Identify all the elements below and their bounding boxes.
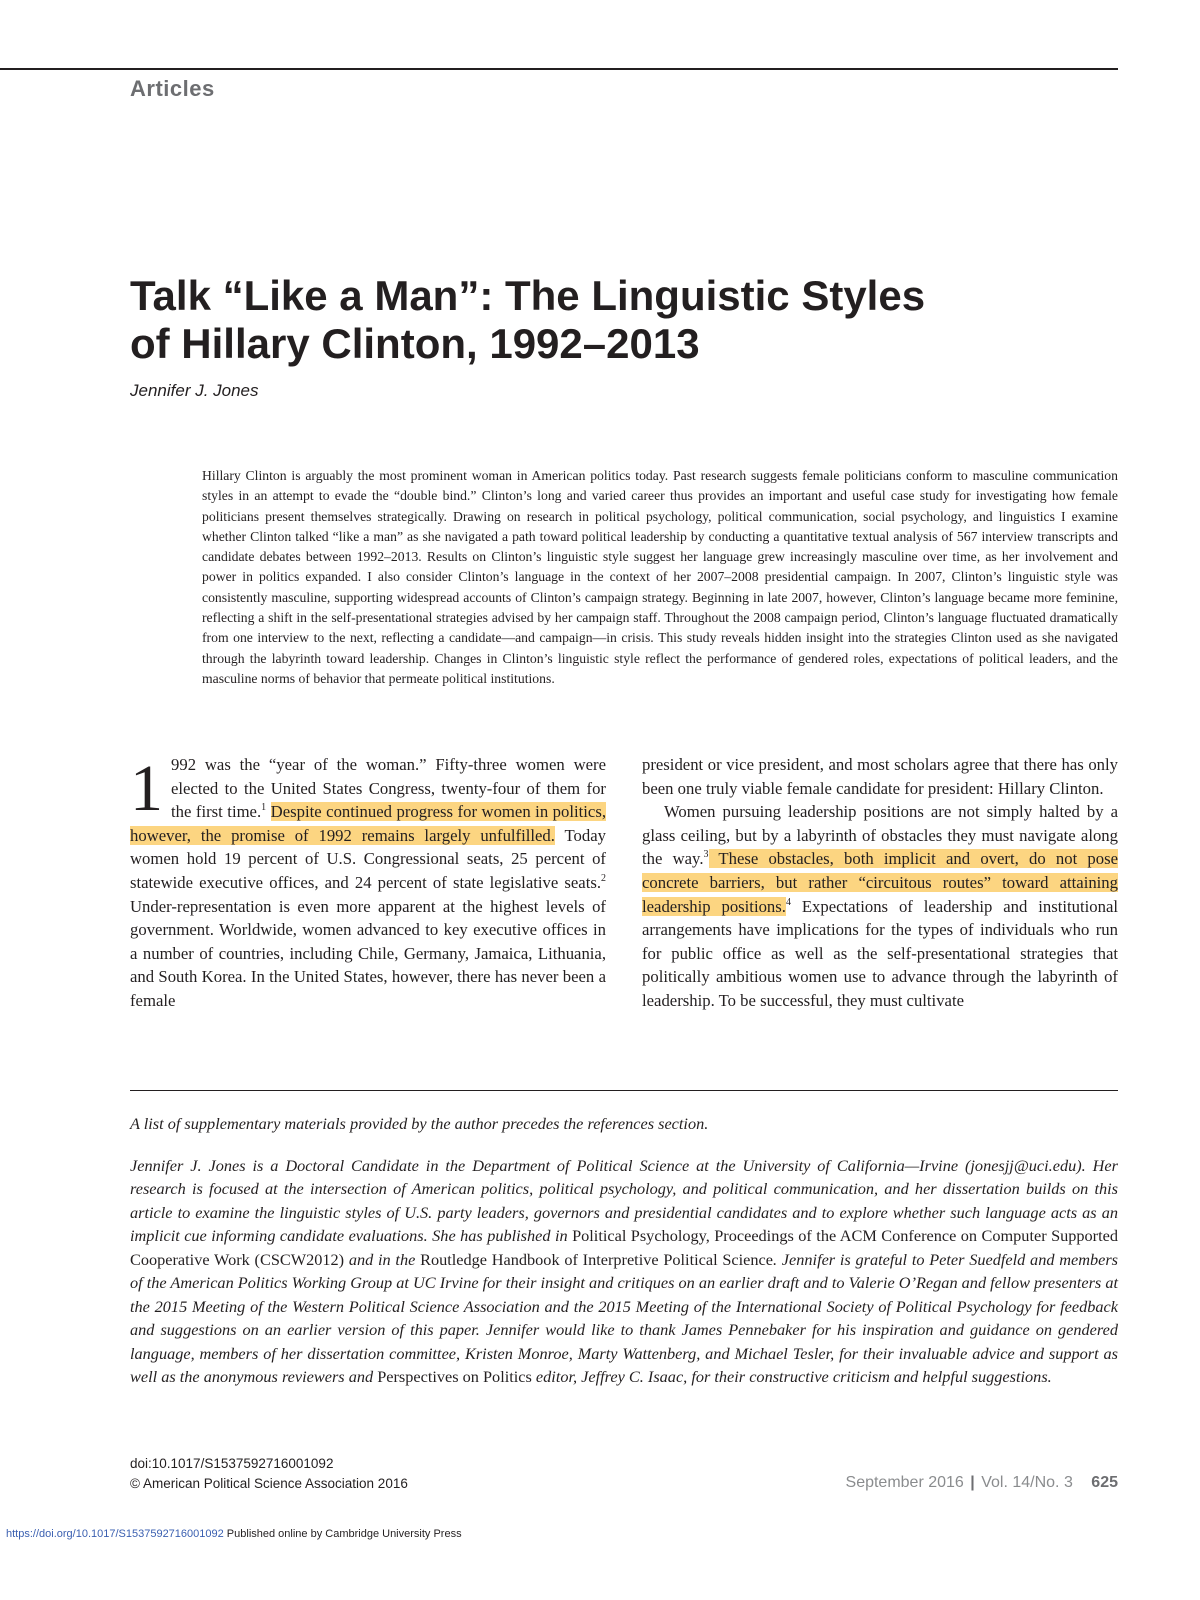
abstract: Hillary Clinton is arguably the most prominent woman in American politics today. Past research suggests female politicians conform to masculine communication styles in an attempt to evade the “double bind.” Clinton’s long and varied career thus provides an important and useful case study for investigating how female politicians present themselves strategically. Drawing on research in political psychology, political communication, social psychology, and linguistics I examine whether Clinton talked “like a man” as she navigated a path toward political leadership by conducting a quantitative textual analysis of 567 interview transcripts and candidate debates between 1992–2013. Results on Clinton’s linguistic style suggest her language grew increasingly masculine over time, as her involvement and power in politics expanded. I also consider Clinton’s language in the context of her 2007–2008 presidential campaign. In 2007, Clinton’s linguistic style was consistently masculine, supporting widespread accounts of Clinton’s campaign strategy. Beginning in late 2007, however, Clinton’s language became more feminine, reflecting a shift in the self-presentational strategies advised by her campaign staff. Throughout the 2008 campaign period, Clinton’s language fluctuated dramatically from one interview to the next, reflecting a candidate—and campaign—in crisis. This study reveals hidden insight into the strategies Clinton used as she navigated through the labyrinth toward leadership. Changes in Clinton’s linguistic style reflect the performance of gendered roles, expectations of political leaders, and the masculine norms of behavior that permeate political institutions.: [202, 468, 1118, 686]
highlighted-text: Despite continued progress for women in politics, however, the promise of 1992 remains largely unfulfilled.: [130, 802, 606, 845]
doi: doi:10.1017/S1537592716001092: [130, 1456, 334, 1471]
bio-text: editor, Jeffrey C. Isaac, for their constructive criticism and helpful suggestions.: [531, 1367, 1052, 1386]
published-note: Published online by Cambridge University Press: [223, 1528, 462, 1540]
publication-line: [6, 1528, 462, 1540]
article-title: [130, 272, 1090, 368]
body-text: Today women hold 19 percent of U.S. Congressional seats, 25 percent of statewide executive offices, and 24 percent of state legislative seats.: [130, 825, 606, 892]
footnote-ref[interactable]: 4: [785, 896, 791, 908]
bio-text: . Jennifer is grateful to Peter Suedfeld and members of the American Politics Working Group at UC Irvine for their insight and critiques on an earlier draft and to Valerie O’Regan and fellow presenters at the 2015 Meeting of the Western Political Science Association and the 2015 Meeting of the International Society of Political Psychology for feedback and suggestions on an earlier version of this paper. Jennifer would like to thank James Pennebaker for his inspiration and guidance on gendered language, members of her dissertation committee, Kristen Monroe, Marty Wattenberg, and Michael Tesler, for their invaluable advice and support as well as the anonymous reviewers and: [130, 1249, 1119, 1386]
title-line-2: of Hillary Clinton, 1992–2013: [130, 320, 700, 367]
publication-name: Political Psychology, Proceedings of the ACM Conference on Computer Supported Cooperative Work (CSCW2012): [130, 1226, 1118, 1269]
author-bio: [130, 1154, 1118, 1389]
doi-link[interactable]: https://doi.org/10.1017/S1537592716001092: [6, 1528, 224, 1540]
body-text: Women pursuing leadership positions are not simply halted by a glass ceiling, but by a labyrinth of obstacles they must navigate along the way.: [642, 802, 1118, 869]
body-text: Expectations of leadership and institutional arrangements have implications for the types of individuals who run for public office as well as the self-presentational strategies that politically ambitious women use to advance through the labyrinth of leadership. To be successful, they must cultivate: [642, 896, 1118, 1010]
body-column-right: [642, 753, 1118, 1013]
publication-name: Routledge Handbook of Interpretive Political Science: [420, 1249, 773, 1269]
separator: |: [970, 1474, 975, 1491]
drop-cap: 1: [130, 752, 163, 825]
bio-text: and in the: [344, 1249, 421, 1269]
footnote-ref[interactable]: 2: [601, 872, 606, 884]
footnote-ref[interactable]: 3: [703, 849, 709, 861]
footnote-rule: [130, 1090, 1118, 1091]
title-line-1: Talk “Like a Man”: The Linguistic Styles: [130, 272, 926, 319]
footnotes: [130, 1112, 1118, 1407]
body-paragraph: president or vice president, and most scholars agree that there has only been one truly viable female candidate for president: Hillary Clinton.: [642, 755, 1118, 798]
body-column-left: [130, 753, 606, 1013]
journal-info: [846, 1474, 1118, 1492]
intro-paragraph: [130, 753, 606, 1013]
body-paragraph: [642, 800, 1118, 1012]
footnote-ref[interactable]: 1: [261, 802, 267, 814]
bio-text: Jennifer J. Jones is a Doctoral Candidate in the Department of Political Science at the University of California—Irvine (jonesjj@uci.edu). Her research is focused at the intersection of American politics, political psychology, and political communication, and her dissertation builds on this article to examine the linguistic styles of U.S. party leaders, governors and presidential candidates and to explore whether such language acts as an implicit cue informing candidate evaluations. She has published in: [130, 1155, 1118, 1245]
top-rule: [0, 68, 1118, 70]
issue-date: September 2016: [845, 1474, 964, 1491]
body-text: 992 was the “year of the woman.” Fifty-three women were elected to the United States Congress, twenty-four of them for the first time.: [171, 755, 606, 822]
page-number: 625: [1091, 1474, 1118, 1491]
copyright: © American Political Science Association 2016: [130, 1476, 408, 1491]
section-label: Articles: [130, 76, 215, 101]
body-text: Under-representation is even more apparent at the highest levels of government. Worldwide, women advanced to key executive offices in a number of countries, including Chile, Germany, Jamaica, Lithuania, and South Korea. In the United States, however, there has never been a female: [130, 896, 606, 1010]
supplementary-note: A list of supplementary materials provided by the author precedes the references section.: [130, 1114, 709, 1133]
highlighted-text: These obstacles, both implicit and overt, do not pose concrete barriers, but rather “circuitous routes” toward attaining leadership positions.: [642, 849, 1119, 916]
publication-name: Perspectives on Politics: [377, 1367, 532, 1386]
volume-issue: Vol. 14/No. 3: [981, 1474, 1073, 1491]
author-name: Jennifer J. Jones: [130, 381, 259, 400]
